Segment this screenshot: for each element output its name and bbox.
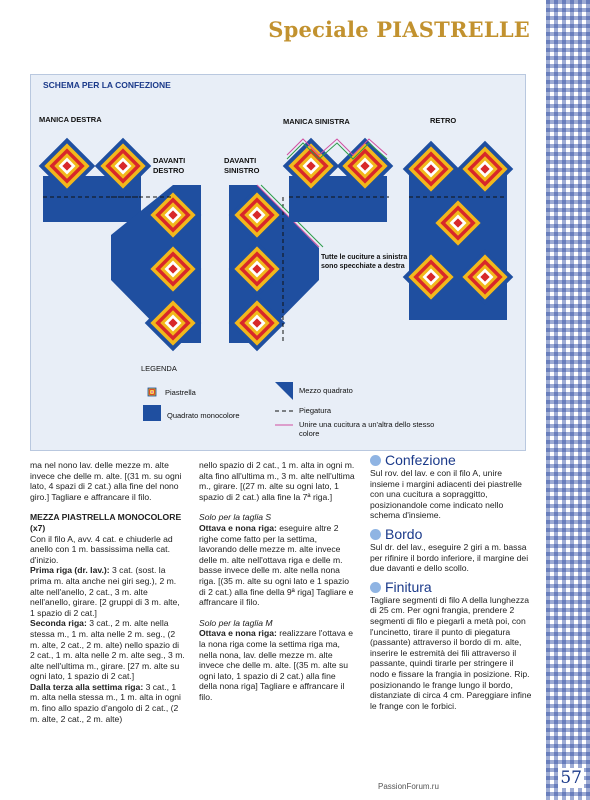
legend-half-square: Mezzo quadrato [299, 386, 353, 395]
legend-tile: Piastrella [165, 388, 196, 397]
label-sleeve-right: MANICA DESTRA [39, 115, 102, 124]
label-front-right-2: DESTRO [153, 166, 185, 175]
finitura-text: Tagliare segmenti di filo A della lunghezza di 25 cm. Per ogni frangia, prendere 2 segmenti di filo e piegarli a metà poi, con l'uncinetto, tirare il punto di piegatura (passante) attraverso il bordo di m. alte, inserire le estremità dei fili attraverso il passante, quindi tirarle per stringere il nodo e fissare la frangia in posizione. Rip. posizionando le frange lungo il bordo, distanziate di circa 4 cm. Pareggiare infine le frange con le forbici. [370, 594, 532, 711]
label-front-right-1: DAVANTI [153, 156, 186, 165]
legend-title: LEGENDA [141, 364, 177, 373]
label-front-left-2: SINISTRO [224, 166, 260, 175]
size-m-heading: Solo per la taglia M [199, 617, 273, 628]
diagram-title: SCHEMA PER LA CONFEZIONE [43, 80, 171, 90]
legend-fold: Piegatura [299, 406, 332, 415]
label-front-left-1: DAVANTI [224, 156, 257, 165]
sleeve-right [39, 138, 152, 222]
bordo-text: Sul dr. del lav., eseguire 2 giri a m. bassa per rifinire il bordo inferiore, il margine dei due davanti e dello scollo. [370, 541, 529, 574]
bullet-dot-icon [370, 582, 381, 593]
row1-text: 3 cat. (sost. la prima m. alta anche nei giri seg.), 2 m. alte nell'anello, 2 cat., 3 m. alte nell'anello, girare. [2 gruppi di 3 m. alte, 1 spazio di 2 cat.] [30, 565, 180, 618]
watermark-site: PassionForum.ru [378, 782, 439, 791]
col2-paragraph: nello spazio di 2 cat., 1 m. alta in ogni m. alta fino all'ultima m., 3 m. alte nell'ultima m., girare. [(27 m. alte su ogni lato, 1 spazio di 2 cat.) alla fine la 7ª riga.] [199, 460, 355, 502]
bordo-heading: Bordo [370, 529, 532, 540]
gingham-border [546, 0, 590, 800]
page-number: 57 [560, 768, 582, 788]
label-sleeve-left: MANICA SINISTRA [283, 117, 350, 126]
mirror-note: Tutte le cuciture a sinistra sono specchiate a destra [321, 254, 408, 270]
confezione-text: Sul rov. del lav. e con il filo A, unire insieme i margini adiacenti dei piastrelle con una cucitura a sopraggitto, posizionandole come indicato nello schema d'insieme. [370, 468, 522, 521]
col1-paragraph: ma nel nono lav. delle mezze m. alte invece che delle m. alte. [(31 m. su ogni lato, 4 spazi di 2 cat.) alla fine del nono giro.] Tagliare e affrancare il filo. [30, 460, 182, 502]
size-s-heading: Solo per la taglia S [199, 512, 272, 523]
col1-intro: Con il filo A, avv. 4 cat. e chiuderle ad anello con 1 m. bassissima nella cat. d'inizio. [30, 533, 173, 565]
page-header-title: Speciale PIASTRELLE [268, 17, 530, 42]
row1-label: Prima riga (dr. lav.): [30, 565, 110, 576]
row2-label: Seconda riga: [30, 618, 87, 629]
diagram-svg [31, 75, 525, 450]
sleeve-left [283, 138, 394, 222]
size-s-text: eseguire altre 2 righe come fatto per la settima, lavorando delle mezze m. alte invece delle m. alte nell'ottava riga e delle m. basse invece delle m. alte nella nona riga. [(35 m. alte su ogni lato e 1 spazio di 2 cat.) alla fine della 9ª riga] Tagliare e affrancare il filo. [199, 522, 354, 608]
size-s-label: Ottava e nona riga: [199, 522, 277, 533]
bullet-dot-icon [370, 455, 381, 466]
back [403, 141, 514, 320]
confezione-heading: Confezione [370, 455, 532, 466]
section-heading-half-tile: MEZZA PIASTRELLA MONOCOLORE (x7) [30, 512, 182, 533]
text-column-1 [30, 460, 186, 724]
finitura-heading: Finitura [370, 582, 532, 593]
size-m-text: realizzare l'ottava e la nona riga come la settima riga ma, nella nona, lav. delle mezze m. alte invece che delle m. alte. [(35 m. alte su ogni lato, 1 spazio di 2 cat.) alla fine della nona riga] Tagliare e affrancare il filo. [199, 628, 353, 702]
row3-text: 3 cat., 1 m. alta nella stessa m., 1 m. alta in ogni m. fino allo spazio d'angolo di 2 cat., (2 m. alte, 2 cat., 2 m. alte) [30, 681, 181, 724]
legend-join: Unire una cucitura a un'altra dello stesso colore [299, 420, 435, 438]
text-column-3 [370, 452, 532, 711]
label-back: RETRO [430, 116, 457, 125]
row3-label: Dalla terza alla settima riga: [30, 681, 144, 692]
size-m-label: Ottava e nona riga: [199, 628, 277, 639]
text-column-2 [199, 460, 355, 702]
assembly-diagram [30, 74, 526, 451]
legend-solid-square: Quadrato monocolore [167, 411, 240, 420]
row2-text: 3 cat., 2 m. alte nella stessa m., 1 m. alta nelle 2 m. seg., (2 m. alte, 2 cat., 2 m. alte) nello spazio di 2 cat., 1 m. alta nelle 2 m. alte seg., 3 m. alte nell'ultima m., girare. [27 m. alte su ogni lato, 1 spazio di 2 cat.] [30, 618, 185, 682]
bullet-dot-icon [370, 529, 381, 540]
